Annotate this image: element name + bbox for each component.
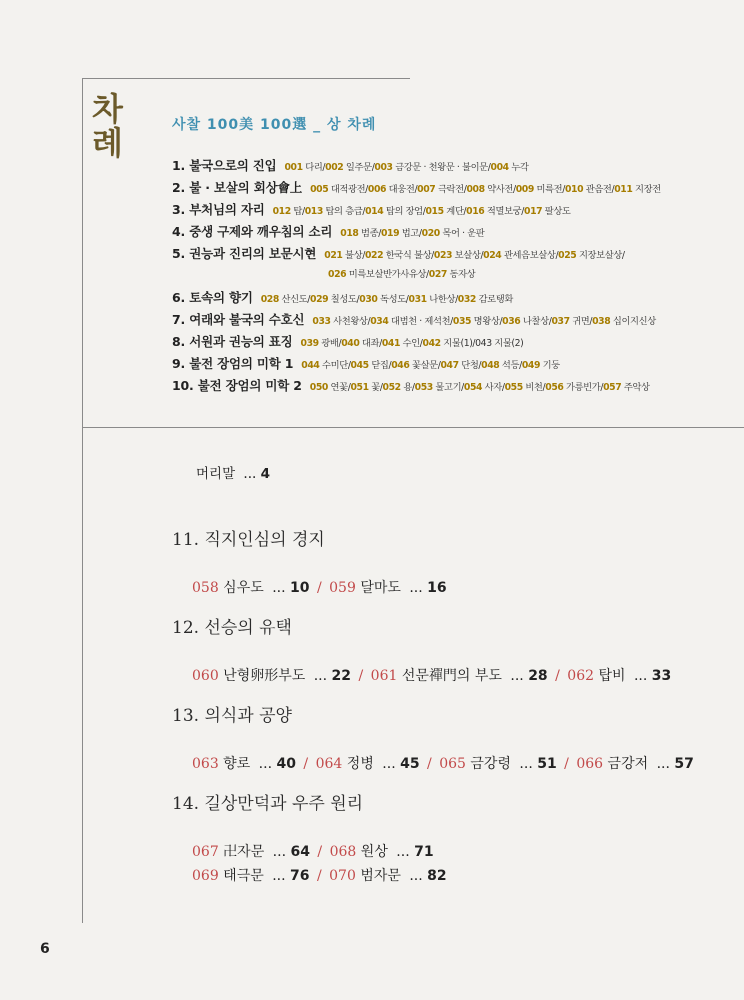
frame-vertical-line (82, 78, 83, 923)
series-section-title[interactable]: 5. 권능과 진리의 보문시현 (172, 246, 317, 261)
item-number: 054 (463, 382, 483, 393)
series-row (172, 156, 732, 178)
leader-dots: ... (267, 580, 291, 596)
series-items: 039 광배/040 대좌/041 수인/042 지물(1)/043 지물(2) (300, 338, 524, 349)
page-number-ref: 16 (427, 580, 447, 596)
series-section-title[interactable]: 7. 여래와 불국의 수호신 (172, 312, 305, 327)
entry-number: 060 (192, 668, 219, 684)
leader-dots: ... (268, 844, 291, 860)
item-name[interactable]: 팔상도 (542, 206, 571, 217)
leader-dots: ... (404, 868, 428, 884)
item-name[interactable]: 꽃 (368, 382, 380, 393)
series-section-title[interactable]: 4. 중생 구제와 깨우침의 소리 (172, 224, 333, 239)
item-number: 051 (350, 382, 369, 393)
item-name[interactable]: 독성도 (377, 294, 406, 305)
item-number: 003 (374, 162, 393, 173)
item-number: 015 (425, 206, 444, 217)
toc-entry[interactable] (192, 580, 310, 596)
item-number: 035 (452, 316, 472, 327)
item-name[interactable]: 다리 (302, 162, 323, 173)
preface-label: 머리말 (196, 466, 236, 482)
chapter-title[interactable]: 13. 의식과 공양 (172, 706, 292, 726)
item-name[interactable]: 감로탱화 (476, 294, 513, 305)
leader-dots: ... (505, 668, 529, 684)
item-name[interactable]: 기둥 (540, 360, 560, 371)
item-name[interactable]: 십이지신상 (610, 316, 656, 327)
item-name[interactable]: 대적광전 (328, 184, 366, 195)
entry-name: 심우도 (218, 580, 264, 596)
page-number-ref: 82 (427, 868, 447, 884)
item-name[interactable]: 석등 (499, 360, 520, 371)
chapter-entries (172, 642, 732, 702)
separator: / (312, 580, 327, 596)
toc-entry[interactable] (330, 844, 434, 860)
chapter-title[interactable]: 11. 직지인심의 경지 (172, 530, 325, 550)
entry-number: 066 (576, 756, 604, 772)
series-row (172, 332, 732, 354)
chapter-title[interactable]: 14. 길상만덕과 우주 원리 (172, 794, 364, 814)
page-number-ref: 10 (290, 580, 310, 596)
item-number: 023 (433, 250, 453, 261)
item-number: 046 (391, 360, 410, 371)
item-number: 025 (558, 250, 577, 261)
item-number: 001 (284, 162, 303, 173)
entry-number: 061 (370, 668, 398, 684)
item-name[interactable]: 보살상 (452, 250, 481, 261)
item-number: 042 (422, 338, 441, 349)
item-name[interactable]: 법고 (399, 228, 419, 239)
series-section-title[interactable]: 2. 불 · 보살의 회상會上 (172, 180, 303, 195)
series-row (172, 178, 732, 200)
entry-number: 065 (439, 756, 466, 772)
item-number: 021 (324, 250, 343, 261)
page-number-ref: 57 (674, 756, 694, 772)
series-items: 001 다리/002 일주문/003 금강문 · 천왕문 · 불이문/004 누각 (284, 162, 529, 173)
item-name[interactable]: 불상 (342, 250, 363, 261)
item-name[interactable]: 사천왕상 (330, 316, 368, 327)
entry-name: 향로 (218, 756, 251, 772)
item-number: 047 (440, 360, 459, 371)
leader-dots: ... (514, 756, 538, 772)
item-name[interactable]: 비천 (522, 382, 543, 393)
toc-heading (92, 92, 132, 160)
entry-name: 금강저 (603, 756, 649, 772)
item-number: 005 (310, 184, 329, 195)
item-number: 018 (340, 228, 359, 239)
series-section-title[interactable]: 1. 불국으로의 진입 (172, 158, 277, 173)
item-number: 022 (364, 250, 384, 261)
leader-dots: ... (267, 868, 291, 884)
item-name[interactable]: 연꽃 (328, 382, 348, 393)
page-number-ref: 76 (290, 868, 310, 884)
chapter-title[interactable]: 12. 선승의 유택 (172, 618, 292, 638)
item-number: 004 (490, 162, 509, 173)
item-number: 012 (272, 206, 291, 217)
series-section-title[interactable]: 9. 불전 장엄의 미학 1 (172, 356, 294, 371)
item-number: 036 (502, 316, 521, 327)
item-name[interactable]: 지장보살상/ (576, 250, 625, 261)
item-name[interactable]: 탑의 장엄 (383, 206, 423, 217)
toc-entry[interactable] (371, 668, 548, 684)
entry-line (172, 752, 732, 776)
item-name[interactable]: 수인 (400, 338, 420, 349)
series-items: 018 범종/019 법고/020 목어 · 운판 (340, 228, 485, 239)
item-name[interactable]: 금강문 · 천왕문 · 불이문 (392, 162, 488, 173)
entry-name: 범자문 (355, 868, 401, 884)
item-name[interactable]: 용 (400, 382, 412, 393)
separator: / (559, 756, 574, 772)
item-name[interactable]: 목어 · 운판 (439, 228, 485, 239)
series-section-title[interactable]: 8. 서원과 권능의 표징 (172, 334, 293, 349)
entry-number: 068 (329, 844, 357, 860)
entry-name: 원상 (356, 844, 388, 860)
chapter (172, 526, 732, 614)
item-name[interactable]: 극락전 (435, 184, 464, 195)
toc-entry[interactable] (329, 868, 447, 884)
series-items: 012 탑/013 탑의 층급/014 탑의 장엄/015 계단/016 적멸보궁/017 팔상도 (272, 206, 571, 217)
item-number: 031 (408, 294, 427, 305)
section-divider (82, 427, 744, 428)
page-number-ref: 22 (331, 668, 352, 684)
series-items: 028 산신도/029 칠성도/030 독성도/031 나한상/032 감로탱화 (260, 294, 513, 305)
entry-number: 062 (567, 668, 595, 684)
leader-dots: ... (629, 668, 652, 684)
toc-entry[interactable] (192, 868, 310, 884)
item-number: 007 (417, 184, 436, 195)
toc-entry[interactable] (329, 580, 447, 596)
item-number: 028 (260, 294, 279, 305)
chapter-entries (172, 554, 732, 614)
item-name[interactable]: 명왕상 (471, 316, 500, 327)
chapter (172, 702, 732, 790)
item-number: 056 (545, 382, 564, 393)
item-name[interactable]: 가릉빈가 (563, 382, 601, 393)
page-number-ref: 51 (537, 756, 557, 772)
series-items: 050 연꽃/051 꽃/052 용/053 물고기/054 사자/055 비천/056 가릉빈가/057 주악상 (309, 382, 650, 393)
item-number: 016 (466, 206, 485, 217)
page-number-ref: 45 (400, 756, 420, 772)
entry-name: 卍자문 (218, 844, 265, 860)
toc-entry[interactable] (192, 844, 310, 860)
preface-entry[interactable] (196, 462, 270, 482)
series-section-title[interactable]: 10. 불전 장엄의 미학 2 (172, 378, 302, 393)
item-number: 008 (466, 184, 485, 195)
toc-entry[interactable] (576, 756, 694, 772)
item-number: 017 (524, 206, 543, 217)
separator: / (550, 668, 565, 684)
item-number: 053 (414, 382, 433, 393)
entry-number: 064 (315, 756, 343, 772)
toc-entry[interactable] (192, 668, 351, 684)
separator: / (422, 756, 437, 772)
item-number: 038 (592, 316, 611, 327)
item-number: 006 (367, 184, 387, 195)
chapter-entries (172, 730, 732, 790)
page-number-ref: 33 (651, 668, 672, 684)
item-number: 010 (564, 184, 584, 195)
page-number-ref: 4 (260, 466, 270, 482)
toc-entry[interactable] (192, 756, 296, 772)
item-name[interactable]: 지장전 (632, 184, 661, 195)
item-name[interactable]: 산신도 (278, 294, 308, 305)
item-name[interactable]: 누각 (508, 162, 529, 173)
item-name[interactable]: 관음전 (583, 184, 612, 195)
item-name[interactable]: 일주문 (343, 162, 372, 173)
entry-name: 선문禪門의 부도 (397, 668, 502, 684)
item-number: 052 (382, 382, 401, 393)
separator: / (354, 668, 368, 684)
entry-number: 069 (192, 868, 219, 884)
item-number: 050 (309, 382, 328, 393)
series-row (172, 376, 732, 398)
toc-entry[interactable] (316, 756, 420, 772)
series-row (172, 354, 732, 376)
series-row (172, 244, 732, 266)
item-name[interactable]: 관세음보살상 (501, 250, 556, 261)
entry-number: 059 (329, 580, 356, 596)
entry-line (172, 864, 732, 888)
page-number-ref: 40 (276, 756, 296, 772)
series-items: 033 사천왕상/034 대범천 · 제석천/035 명왕상/036 나찰상/037 귀면/038 십이지신상 (312, 316, 656, 327)
leader-dots: ... (309, 668, 332, 684)
separator: / (312, 868, 327, 884)
entry-line (172, 576, 732, 600)
entry-name: 달마도 (355, 580, 401, 596)
item-name[interactable]: 나한상 (426, 294, 456, 305)
item-number: 044 (301, 360, 320, 371)
item-name[interactable]: 탑의 층급 (322, 206, 363, 217)
item-number: 011 (614, 184, 633, 195)
item-name[interactable]: 수미단 (319, 360, 348, 371)
item-number: 032 (457, 294, 477, 305)
series-row (172, 222, 732, 244)
series-row (172, 310, 732, 332)
item-name[interactable]: 탑 (290, 206, 302, 217)
chapter (172, 790, 732, 902)
item-number: 057 (603, 382, 622, 393)
item-number: 039 (300, 338, 319, 349)
item-number: 013 (304, 206, 323, 217)
item-name[interactable]: 미륵전 (533, 184, 563, 195)
item-name[interactable]: 닫집 (368, 360, 389, 371)
item-name[interactable]: 광배 (318, 338, 339, 349)
item-number: 026 (328, 269, 347, 280)
series-title: 사찰 100美 100選 _ 상 차례 (172, 117, 377, 133)
series-items: 026 미륵보살반가사유상/027 동자상 (328, 269, 476, 280)
separator: / (298, 756, 313, 772)
toc-heading-char: 차 (92, 90, 123, 128)
entry-name: 정병 (342, 756, 374, 772)
item-number: 045 (350, 360, 369, 371)
page-number: 6 (40, 941, 50, 957)
item-number: 041 (381, 338, 401, 349)
toc-entry[interactable] (567, 668, 671, 684)
item-number: 040 (341, 338, 360, 349)
toc-heading-char: 례 (92, 124, 123, 162)
series-section-title[interactable]: 6. 토속의 향기 (172, 290, 253, 305)
entry-name: 난형卵形부도 (218, 668, 306, 684)
item-name[interactable]: 물고기 (432, 382, 462, 393)
item-number: 002 (325, 162, 344, 173)
item-number: 048 (481, 360, 500, 371)
item-number: 034 (370, 316, 389, 327)
item-number: 037 (551, 316, 570, 327)
item-number: 030 (359, 294, 378, 305)
item-name[interactable]: 단청 (458, 360, 479, 371)
leader-dots: ... (391, 844, 415, 860)
series-items: 005 대적광전/006 대웅전/007 극락전/008 약사전/009 미륵전/010 관음전/011 지장전 (310, 184, 661, 195)
item-name[interactable]: 대웅전 (386, 184, 415, 195)
series-row (172, 288, 732, 310)
item-name[interactable]: 칠성도 (328, 294, 357, 305)
entry-number: 070 (329, 868, 356, 884)
page-number-ref: 28 (528, 668, 548, 684)
item-name[interactable]: 대범천 · 제석천 (388, 316, 451, 327)
item-number: 029 (310, 294, 329, 305)
leader-dots: ... (243, 466, 257, 482)
toc-entry[interactable] (439, 756, 557, 772)
chapter-entries (172, 818, 732, 902)
item-number: 055 (504, 382, 523, 393)
item-name[interactable]: 꽃살문 (409, 360, 438, 371)
page-number-ref: 71 (414, 844, 434, 860)
leader-dots: ... (652, 756, 675, 772)
item-name[interactable]: 주악상 (621, 382, 650, 393)
chapter (172, 614, 732, 702)
entry-name: 탑비 (594, 668, 626, 684)
item-number: 027 (428, 269, 447, 280)
item-name[interactable]: 적멸보궁 (484, 206, 522, 217)
item-number: 009 (515, 184, 534, 195)
series-items: 021 불상/022 한국식 불상/023 보살상/024 관세음보살상/025 지장보살상/ (324, 250, 625, 261)
entry-number: 063 (192, 756, 219, 772)
item-name[interactable]: 사자 (482, 382, 502, 393)
item-number: 024 (483, 250, 502, 261)
item-name[interactable]: 약사전 (484, 184, 513, 195)
item-name[interactable]: 범종 (358, 228, 379, 239)
entry-number: 067 (192, 844, 219, 860)
frame-top-line (82, 78, 410, 79)
series-row (172, 266, 732, 288)
entry-name: 태극문 (218, 868, 264, 884)
entry-name: 금강령 (465, 756, 511, 772)
item-name[interactable]: 미륵보살반가사유상 (346, 269, 427, 280)
series-section-title[interactable]: 3. 부처님의 자리 (172, 202, 265, 217)
leader-dots: ... (404, 580, 428, 596)
chapter-list (172, 526, 732, 902)
item-name[interactable]: 지물(1)/043 지물(2) (440, 338, 524, 349)
item-number: 020 (421, 228, 440, 239)
page-number-ref: 64 (290, 844, 310, 860)
entry-line (172, 664, 732, 688)
leader-dots: ... (377, 756, 401, 772)
item-number: 049 (521, 360, 541, 371)
item-name[interactable]: 동자상 (446, 269, 476, 280)
item-number: 014 (365, 206, 384, 217)
entry-number: 058 (192, 580, 219, 596)
series-row (172, 200, 732, 222)
item-number: 033 (312, 316, 331, 327)
item-name[interactable]: 나찰상 (520, 316, 549, 327)
separator: / (312, 844, 327, 860)
item-name[interactable]: 한국식 불상 (383, 250, 432, 261)
item-name[interactable]: 귀면 (569, 316, 590, 327)
item-name[interactable]: 계단 (443, 206, 464, 217)
item-name[interactable]: 대좌 (359, 338, 380, 349)
entry-line (172, 840, 732, 864)
item-number: 019 (380, 228, 400, 239)
leader-dots: ... (254, 756, 277, 772)
series-items: 044 수미단/045 닫집/046 꽃살문/047 단청/048 석등/049 기둥 (301, 360, 560, 371)
series-contents-list (172, 156, 732, 398)
